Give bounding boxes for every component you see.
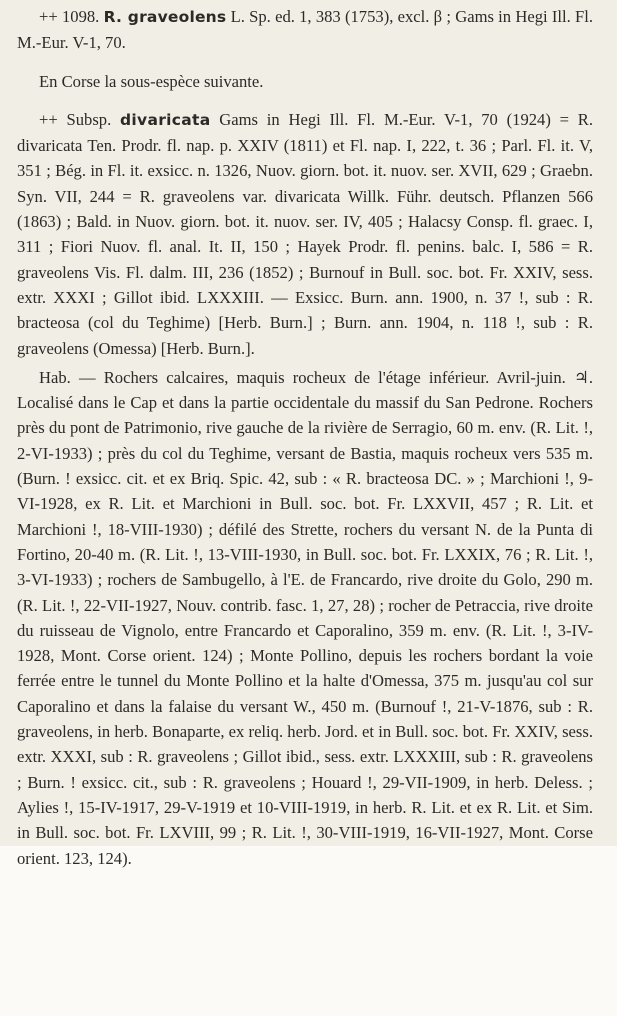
subspecies-entry [17, 107, 593, 361]
scan-band [0, 846, 617, 1016]
species-entry [17, 4, 593, 56]
subspecies-name: divaricata [120, 110, 211, 129]
subspecies-prefix: ++ Subsp. [39, 109, 112, 129]
species-citation: L. Sp. ed. 1, 383 (1753), excl. β ; Gams in Hegi Ill. Fl. M.-Eur. V-1, 70. [17, 7, 593, 53]
habitat-paragraph: Hab. — Rochers calcaires, maquis rocheux de l'étage inférieur. Avril-juin. ♃. Localisé dans le Cap et dans la partie occidentale du massif du San Pedrone. Rochers près du pont de Patrimonio, rive gauche de la rivière de Serragio, 60 m. env. (R. Lit. !, 2-VI-1933) ; près du col du Teghime, versant de Bastia, maquis rocheux vers 535 m. (Burn. ! exsicc. cit. et ex Briq. Spic. 42, sub : « R. bracteosa DC. » ; Marchioni !, 9-VI-1928, ex R. Lit. et Marchioni in Bull. soc. bot. Fr. LXXVII, 457 ; R. Lit. et Marchioni !, 18-VIII-1930) ; défilé des Strette, rochers du versant N. de la Punta di Fortino, 20-40 m. (R. Lit. !, 13-VIII-1930, in Bull. soc. bot. Fr. LXXIX, 76 ; R. Lit. !, 3-VI-1933) ; rochers de Sambugello, à l'E. de Francardo, rive droite du Golo, 290 m. (R. Lit. !, 22-VII-1927, Nouv. contrib. fasc. 1, 27, 28) ; rocher de Petraccia, rive droite du ruisseau de Vignolo, entre Francardo et Caporalino, 359 m. env. (R. Lit. !, 3-IV-1928, Mont. Corse orient. 124) ; Monte Pollino, depuis les rochers bordant la voie ferrée entre le tunnel du Monte Pollino et la halte d'Omessa, 375 m. jusqu'au col sur Caporalino et dans la falaise du versant W., 450 m. (Burnouf !, 21-V-1876, sub : R. graveolens, in herb. Bonaparte, ex reliq. herb. Jord. et in Bull. soc. bot. Fr. XXIV, sess. extr. XXXI, sub : R. graveolens ; Gillot ibid., sess. extr. LXXXIII, sub : R. graveolens ; Burn. ! exsicc. cit., sub : R. graveolens ; Houard !, 29-VII-1909, in herb. Deless. ; Aylies !, 15-IV-1917, 29-V-1919 et 10-VIII-1919, in herb. R. Lit. et ex R. Lit. et Sim. in Bull. soc. bot. Fr. LXVIII, 99 ; R. Lit. !, 30-VIII-1919, 16-VII-1927, Mont. Corse orient. 123, 124). [17, 367, 593, 868]
document-content [17, 4, 593, 871]
entry-number: ++ 1098. [39, 7, 100, 26]
subspecies-synonymy: Gams in Hegi Ill. Fl. M.-Eur. V-1, 70 (1924) = R. divaricata Ten. Prodr. fl. nap. p. XXIV (1811) et Fl. nap. I, 222, t. 36 ; Parl. Fl. it. V, 351 ; Bég. in Fl. it. exsicc. n. 1326, Nuov. giorn. bot. it. nuov. ser. XVII, 629 ; Graebn. Syn. VII, 244 = R. graveolens var. divaricata Willk. Führ. deutsch. Pflanzen 566 (1863) ; Bald. in Nuov. giorn. bot. it. nuov. ser. IV, 405 ; Halacsy Consp. fl. graec. I, 311 ; Fiori Nuov. fl. anal. It. II, 150 ; Hayek Prodr. fl. penins. balc. I, 586 = R. graveolens Vis. Fl. dalm. III, 236 (1852) ; Burnouf in Bull. soc. bot. Fr. XXIV, sess. extr. XXXI ; Gillot ibid. LXXXIII. — Exsicc. Burn. ann. 1900, n. 37 !, sub : R. bracteosa (col du Teghime) [Herb. Burn.] ; Burn. ann. 1904, n. 118 !, sub : R. graveolens (Omessa) [Herb. Burn.]. [17, 109, 594, 358]
corse-note: En Corse la sous-espèce suivante. [39, 71, 264, 91]
species-name: R. graveolens [103, 8, 227, 26]
